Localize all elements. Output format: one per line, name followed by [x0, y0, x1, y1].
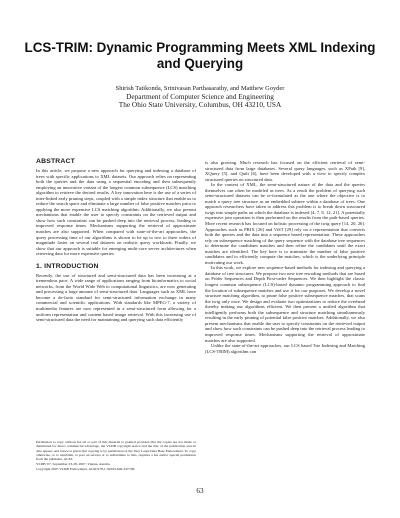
body-paragraph: In the context of XML, the semi-structured nature of the data and the queries themselves can often be modeled as trees. As a result the problem of querying such semi-structured datasets can be re-formulated as the one where the objective is to match a query tree structure as an embedded subtree within a database of trees. One approach researchers have taken to address this problem is to break down structured twigs into simple paths on which the database is indexed [4, 7, 8, 12, 21]. A potentially expensive join operation is then performed on the results from the path-based queries. More recent research has focused on holistic processing of the twig query [14, 20, 26]. Approaches such as PRIX [26] and ViST [29] rely on a representation that converts both the queries and the data into a sequence based representation. These approaches rely on subsequence matching of the query sequence with the database tree sequences to determine the candidates matches and then refine the candidates until the exact matches are identified. The key here is to minimize the number of false positive candidates and to efficiently compute the matches, which is the underlying principle motivating our work. — [205, 182, 365, 265]
permission-notice: Permission to copy without fee all or part of this material is granted provided that the copies are not made or distributed for direct commercial advantage, the VLDB copyright notice and the title of the publication and its date appear, and notice is given that copying is by permission of the Very Large Data Base Endowment. To copy otherwise, or to republish, to post on servers or to redistribute to lists, requires a fee and/or special permission from the publisher, ACM. — [36, 440, 196, 462]
introduction-heading: 1. INTRODUCTION — [36, 262, 99, 270]
body-paragraph: In this work, we explore new sequence-based methods for indexing and querying a database of tree structures. We propose two new tree encoding methods that are based on Prüfer Sequences and Depth First-order Sequences. We then highlight the classic longest common subsequence (LCS)-based dynamic programming approach to find the location of subsequence matches and use it for our purposes. We develop a novel structure matching algorithm, to prune false positive subsequence matches, that scans the twig only once. We design and evaluate two optimizations to reduce the overhead thereby making our algorithms efficient. We then present a unified algorithm that intelligently performs both the subsequence and structure matching simultaneously resulting in the early pruning of potential false positive matches. Additionally, we also present mechanisms that enable the user to specify constraints on the retrieved output and show how such constraints can be pushed deep into the retrieval process leading to improved response times. Mechanisms supporting the retrieval of approximate matches are also supported. — [205, 265, 365, 343]
abstract-text: In this article, we propose a new approach for querying and indexing a database of trees with specific applications to XML datasets. Our approach relies on representing both the queries and the data using a sequential encoding and then subsequently employing an innovative variant of the longest common subsequence (LCS) matching algorithm to retrieve the desired results. A key innovation here is the use of a series of inter-linked early pruning steps, coupled with a simple index structure that enable us to reduce the search space and eliminate a large number of false positive matches prior to applying the more expensive LCS matching algorithm. Additionally, we also present mechanisms that enable the user to specify constraints on the retrieved output and show how such constraints can be pushed deep into the retrieval process, leading to improved response times. Mechanisms supporting the retrieval of approximate matches are also supported. When compared with state-of-the-art approaches, the query processing time of our algorithms is shown to be up to two to three orders of magnitude faster on several real datasets on realistic query workloads. Finally, we show that our approach is suitable for emerging multi-core server architectures when retrieving data for more expensive queries. — [36, 168, 196, 257]
author-names: Shirish Tatikonda, Srinivasan Parthasarathy, and Matthew Goyder — [115, 85, 285, 92]
author-department: Department of Computer Science and Engineering — [126, 91, 274, 101]
page-number: 63 — [196, 487, 204, 495]
author-block — [20, 85, 380, 109]
abstract-heading: ABSTRACT — [36, 158, 75, 165]
right-column — [205, 160, 365, 354]
left-column — [36, 158, 196, 323]
conference-line: VLDB '07, September 23-28, 2007, Vienna, Austria. — [36, 462, 111, 467]
author-university: The Ohio State University, Columbus, OH 43210, USA — [118, 99, 282, 109]
copyright-line: Copyright 2007 VLDB Endowment, ACM 978-1-59593-649-3/07/09. — [36, 466, 136, 471]
paper-title: LCS-TRIM: Dynamic Programming Meets XML Indexing and Querying — [24, 40, 376, 71]
body-paragraph: is also growing. Much research has focused on the efficient retrieval of semi-structured data from large databases. Several query languages, such as XPath [9], XQuery [5], and Quilt [6], have been developed with a view to specify complex structured queries on structured data. — [205, 160, 365, 182]
copyright-footnote — [36, 440, 196, 471]
body-paragraph: Unlike the state-of-the-art approaches, our LCS based Trie Indexing and Matching (LCS-TRIM) algorithm can — [205, 343, 365, 354]
introduction-text: Recently, the use of structured and semi-structured data has been increasing at a tremendous pace. A wide range of applications ranging from bioinformatics to social networks, from the World Wide Web to computational linguistics, are now generating and processing a large amount of semi-structured data. Languages such as XML have become a de-facto standard for semi-structured information exchange in many commercial and scientific applications. With standards like MPEG-7, a variety of multimedia features are now represented in a semi-structured form allowing for a uniform representation and content based image retrieval. With this increasing use of semi-structured data the need for maintaining and querying such data efficiently — [36, 272, 196, 323]
